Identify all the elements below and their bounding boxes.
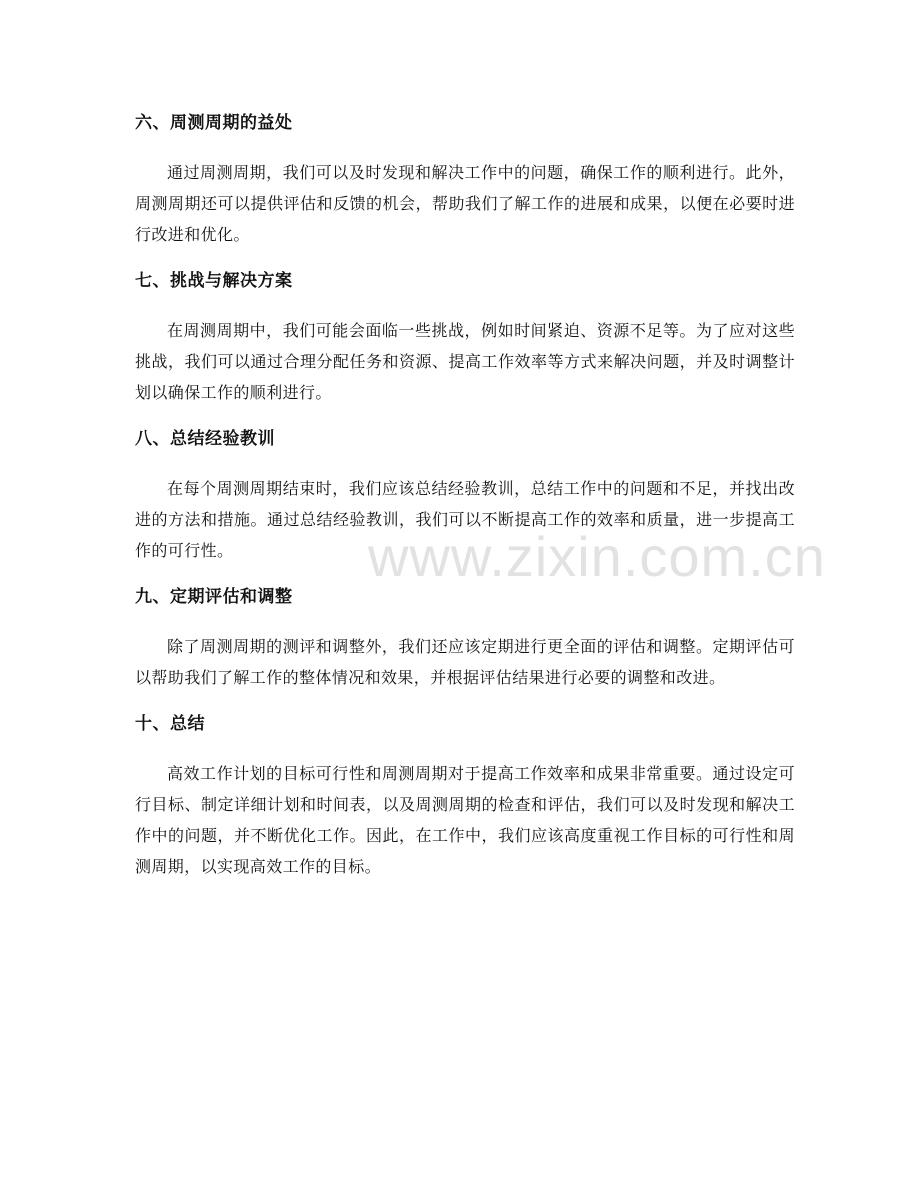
section-paragraph-6: 通过周测周期，我们可以及时发现和解决工作中的问题，确保工作的顺利进行。此外，周测周期还可以提供评估和反馈的机会，帮助我们了解工作的进展和成果，以便在必要时进行改进和优化。 <box>135 163 795 244</box>
section-heading-6: 六、周测周期的益处 <box>135 113 293 133</box>
section-paragraph-8: 在每个周测周期结束时，我们应该总结经验教训，总结工作中的问题和不足，并找出改进的方法和措施。通过总结经验教训，我们可以不断提高工作的效率和质量，进一步提高工作的可行性。 <box>135 479 795 560</box>
section-paragraph-9: 除了周测周期的测评和调整外，我们还应该定期进行更全面的评估和调整。定期评估可以帮助我们了解工作的整体情况和效果，并根据评估结果进行必要的调整和改进。 <box>135 637 795 687</box>
section-paragraph-10: 高效工作计划的目标可行性和周测周期对于提高工作效率和成果非常重要。通过设定可行目标、制定详细计划和时间表，以及周测周期的检查和评估，我们可以及时发现和解决工作中的问题，并不断优化工作。因此，在工作中，我们应该高度重视工作目标的可行性和周测周期，以实现高效工作的目标。 <box>135 764 795 876</box>
section-heading-10: 十、总结 <box>135 714 205 734</box>
document-content <box>135 106 795 896</box>
section-heading-9: 九、定期评估和调整 <box>135 587 293 607</box>
section-heading-7: 七、挑战与解决方案 <box>135 271 293 291</box>
watermark-text: www.zixin.com.cn <box>368 525 826 588</box>
section-paragraph-7: 在周测周期中，我们可能会面临一些挑战，例如时间紧迫、资源不足等。为了应对这些挑战，我们可以通过合理分配任务和资源、提高工作效率等方式来解决问题，并及时调整计划以确保工作的顺利进行。 <box>135 321 795 402</box>
section-heading-8: 八、总结经验教训 <box>135 429 275 449</box>
